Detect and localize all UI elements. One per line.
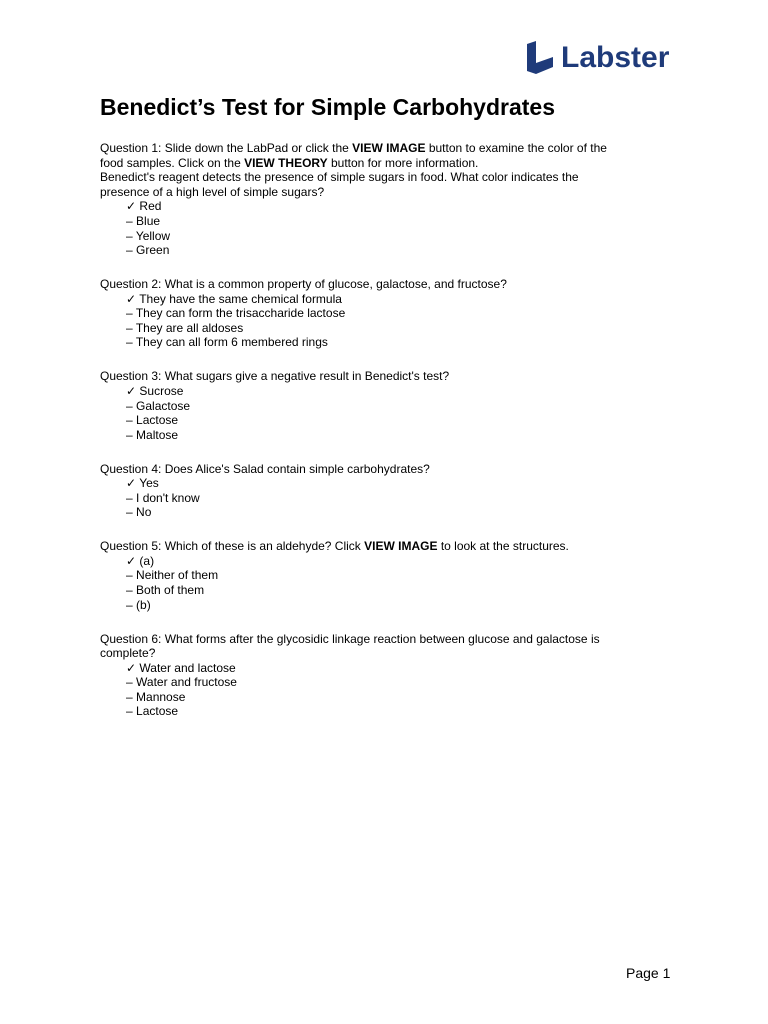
answer-option [126, 214, 660, 229]
check-icon: ✓ [126, 660, 137, 675]
question-text-line [100, 277, 660, 292]
answer-option [126, 476, 660, 491]
answer-text: Yes [139, 476, 159, 491]
answer-option [126, 199, 660, 214]
page-number: Page 1 [626, 965, 671, 981]
question-1 [100, 141, 660, 258]
answer-option [126, 583, 660, 598]
answer-text: Yellow [135, 228, 171, 243]
button-name-emphasis: VIEW THEORY [244, 155, 328, 170]
question-text-segment: presence of a high level of simple sugars? [100, 184, 325, 199]
answer-text: (b) [136, 597, 151, 612]
dash-icon: – [126, 335, 133, 350]
brand-name: Labster [561, 41, 670, 74]
dash-icon: – [126, 583, 133, 598]
question-5 [100, 539, 660, 612]
check-icon: ✓ [126, 383, 137, 398]
answer-option [126, 598, 660, 613]
button-name-emphasis: VIEW IMAGE [364, 539, 438, 554]
answer-list [100, 384, 660, 442]
answer-text: They can form the trisaccharide lactose [135, 306, 346, 321]
answer-text: They can all form 6 membered rings [135, 335, 328, 350]
answer-option [126, 399, 660, 414]
question-text-line [100, 632, 660, 647]
question-4 [100, 462, 660, 520]
question-text-segment: to look at the structures. [437, 539, 569, 554]
question-text-segment: Question 3: What sugars give a negative result in Benedict's test? [100, 369, 450, 384]
answer-text: Galactose [136, 398, 191, 413]
answer-text: They are all aldoses [135, 320, 244, 335]
answer-list [100, 199, 660, 257]
check-icon: ✓ [126, 476, 137, 491]
question-text-line [100, 369, 660, 384]
question-text-segment: food samples. Click on the [100, 155, 245, 170]
answer-text: Neither of them [136, 568, 219, 583]
question-text-segment: Question 6: What forms after the glycosidic linkage reaction between glucose and galactose is [100, 631, 600, 646]
dash-icon: – [126, 213, 133, 228]
dash-icon: – [126, 704, 133, 719]
answer-text: Lactose [136, 704, 179, 719]
question-text-line [100, 156, 660, 171]
check-icon: ✓ [126, 291, 137, 306]
labster-logo-icon [527, 41, 555, 75]
question-text-line [100, 539, 660, 554]
question-text-segment: Question 5: Which of these is an aldehyde? Click [100, 539, 365, 554]
dash-icon: – [126, 398, 133, 413]
answer-text: No [136, 505, 152, 520]
dash-icon: – [126, 675, 133, 690]
answer-option [126, 491, 660, 506]
question-text-line [100, 646, 660, 661]
answer-option [126, 335, 660, 350]
answer-list [100, 476, 660, 520]
answer-text: Sucrose [139, 383, 184, 398]
dash-icon: – [126, 568, 133, 583]
question-text-segment: complete? [100, 646, 156, 661]
answer-text: Maltose [136, 427, 179, 442]
dash-icon: – [126, 427, 133, 442]
answer-option [126, 384, 660, 399]
question-text-segment: Question 2: What is a common property of glucose, galactose, and fructose? [100, 277, 507, 292]
answer-option [126, 321, 660, 336]
button-name-emphasis: VIEW IMAGE [352, 141, 426, 155]
answer-option [126, 568, 660, 583]
question-text-segment: Question 1: Slide down the LabPad or click the [100, 141, 353, 155]
answer-list [100, 292, 660, 350]
dash-icon: – [126, 413, 133, 428]
dash-icon: – [126, 689, 133, 704]
question-3 [100, 369, 660, 442]
dash-icon: – [126, 505, 133, 520]
answer-option [126, 306, 660, 321]
answer-text: (a) [139, 553, 155, 568]
question-text-line [100, 170, 660, 185]
answer-text: Red [139, 199, 162, 214]
answer-text: Green [136, 243, 170, 258]
answer-list [100, 554, 660, 612]
answer-option [126, 413, 660, 428]
question-text-line [100, 185, 660, 200]
answer-text: Blue [136, 213, 161, 228]
question-text-segment: button to examine the color of the [425, 141, 607, 155]
question-text-segment: Benedict's reagent detects the presence of simple sugars in food. What color indicates the [100, 170, 579, 185]
answer-option [126, 554, 660, 569]
dash-icon: – [126, 597, 133, 612]
question-list [100, 141, 660, 738]
dash-icon: – [126, 243, 133, 258]
dash-icon: – [126, 306, 133, 321]
answer-text: Mannose [136, 689, 186, 704]
dash-icon: – [126, 490, 133, 505]
check-icon: ✓ [126, 199, 137, 214]
answer-option [126, 704, 660, 719]
question-text-line [100, 462, 660, 477]
answer-option [126, 428, 660, 443]
question-text-line [100, 141, 660, 156]
dash-icon: – [126, 320, 133, 335]
answer-option [126, 243, 660, 258]
answer-text: They have the same chemical formula [139, 291, 342, 306]
answer-text: Water and lactose [139, 660, 236, 675]
question-text-segment: button for more information. [327, 155, 479, 170]
answer-text: I don't know [136, 490, 200, 505]
answer-text: Lactose [136, 413, 179, 428]
labster-logo [527, 40, 669, 76]
answer-text: Water and fructose [136, 675, 237, 690]
answer-list [100, 661, 660, 719]
check-icon: ✓ [126, 553, 137, 568]
page-title: Benedict’s Test for Simple Carbohydrates [100, 94, 556, 120]
answer-option [126, 292, 660, 307]
answer-option [126, 505, 660, 520]
answer-option [126, 690, 660, 705]
answer-text: Both of them [136, 583, 205, 598]
answer-option [126, 229, 660, 244]
question-6 [100, 632, 660, 720]
answer-option [126, 675, 660, 690]
question-text-segment: Question 4: Does Alice's Salad contain simple carbohydrates? [100, 461, 430, 476]
dash-icon: – [126, 228, 133, 243]
question-2 [100, 277, 660, 350]
answer-option [126, 661, 660, 676]
